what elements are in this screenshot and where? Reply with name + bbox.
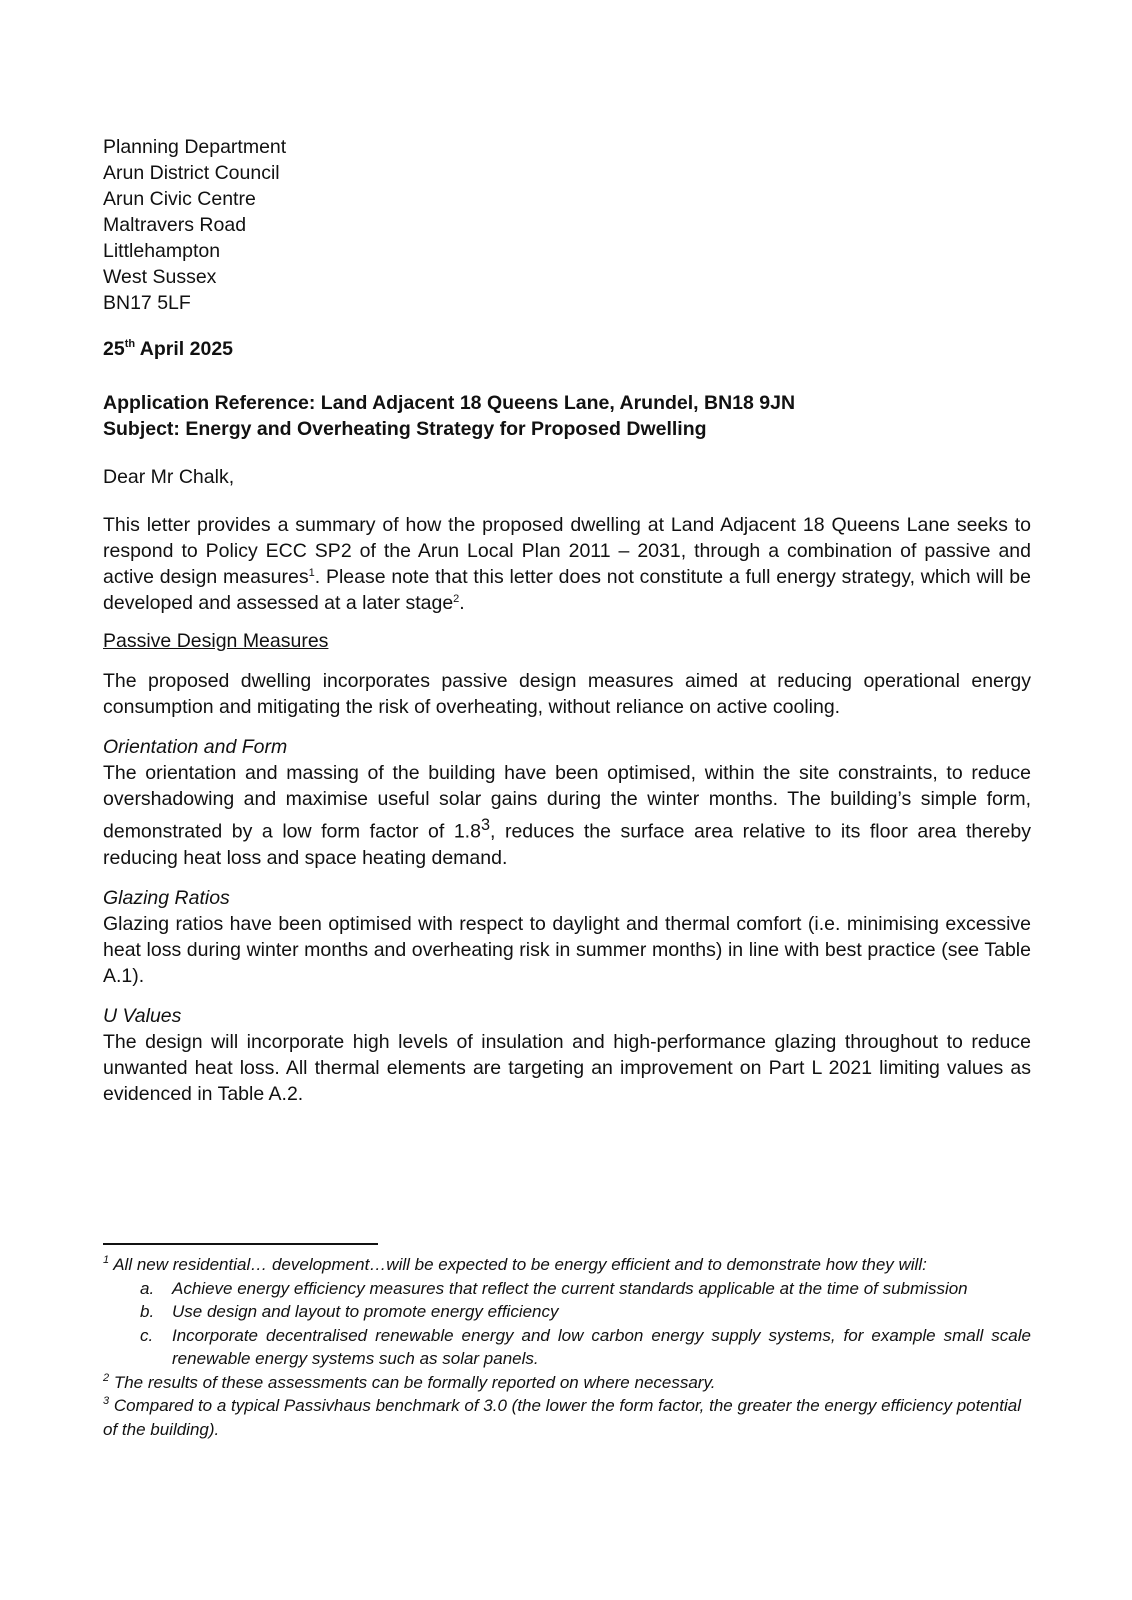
footnote-text: The results of these assessments can be formally reported on where necessary. xyxy=(109,1372,716,1392)
subject-line: Subject: Energy and Overheating Strategy for Proposed Dwelling xyxy=(103,418,707,440)
subheading-orientation: Orientation and Form xyxy=(103,736,288,758)
list-marker: a. xyxy=(140,1278,155,1298)
footnote-1-list xyxy=(103,1277,1031,1371)
intro-text: This letter provides a summary of how the proposed dwelling at Land Adjacent 18 Queens Lane seeks to respond to Policy ECC SP2 of the Arun Local Plan 2011 – 2031, through a combination of passive and active design measures xyxy=(103,514,1031,588)
u-values-paragraph: The design will incorporate high levels of insulation and high-performance glazing throughout to reduce unwanted heat loss. All thermal elements are targeting an improvement on Part L 2021 limiting values as evidenced in Table A.2. xyxy=(103,1030,1031,1105)
list-item-text: Use design and layout to promote energy efficiency xyxy=(172,1302,559,1321)
footnote-list-item xyxy=(140,1300,1031,1324)
footnote-text: All new residential… development…will be expected to be energy efficient and to demonstrate how they will: xyxy=(109,1255,927,1274)
footnote-3 xyxy=(103,1394,1031,1441)
date-day: 25 xyxy=(103,338,125,360)
address-line: Arun District Council xyxy=(103,162,280,184)
reference-block xyxy=(103,390,1031,442)
address-line: Arun Civic Centre xyxy=(103,188,256,210)
orientation-text: The orientation and massing of the building have been optimised, within the site constraints, to reduce overshadowing and maximise useful solar gains during the winter months. The building’s simple form, demonstrated by a low form factor of 1.8 xyxy=(103,762,1031,843)
footnote-ref-1[interactable]: 1 xyxy=(308,567,315,579)
address-line: Planning Department xyxy=(103,136,287,158)
letter-date xyxy=(103,336,1031,362)
date-suffix: th xyxy=(124,338,136,350)
address-line: Maltravers Road xyxy=(103,214,247,236)
subheading-u-values: U Values xyxy=(103,1004,182,1027)
application-reference: Application Reference: Land Adjacent 18 Queens Lane, Arundel, BN18 9JN xyxy=(103,392,796,414)
list-marker: c. xyxy=(140,1325,154,1345)
footnote-list-item xyxy=(140,1324,1031,1371)
address-line: BN17 5LF xyxy=(103,292,191,314)
footnote-number: 3 xyxy=(103,1395,110,1407)
address-line: West Sussex xyxy=(103,266,217,288)
footnote-text: Compared to a typical Passivhaus benchmark of 3.0 (the lower the form factor, the greater the energy efficiency potential of the building). xyxy=(103,1396,1021,1439)
footnote-number: 2 xyxy=(103,1371,110,1384)
glazing-paragraph: Glazing ratios have been optimised with respect to daylight and thermal comfort (i.e. minimising excessive heat loss during winter months and overheating risk in summer months) in line with best practice (see Table A.1). xyxy=(103,912,1031,987)
footnote-list-item xyxy=(140,1277,1031,1301)
list-item-text: Achieve energy efficiency measures that reflect the current standards applicable at the time of submission xyxy=(172,1278,968,1298)
orientation-paragraph xyxy=(103,760,1031,871)
footnote-separator xyxy=(103,1243,378,1245)
address-line: Littlehampton xyxy=(103,240,221,262)
subheading-glazing: Glazing Ratios xyxy=(103,886,230,909)
list-marker: b. xyxy=(140,1302,155,1321)
passive-intro-paragraph: The proposed dwelling incorporates passive design measures aimed at reducing operational energy consumption and mitigating the risk of overheating, without reliance on active cooling. xyxy=(103,670,1031,718)
footnote-number: 1 xyxy=(103,1254,110,1266)
footnote-2 xyxy=(103,1371,1031,1395)
footnote-ref-3[interactable]: 3 xyxy=(480,816,490,834)
footnotes xyxy=(103,1253,1031,1441)
intro-text: . xyxy=(459,592,465,614)
date-rest: April 2025 xyxy=(135,338,234,360)
intro-text: . Please note that this letter does not constitute a full energy strategy, which will be developed and assessed at a later stage xyxy=(103,566,1031,614)
salutation: Dear Mr Chalk, xyxy=(103,466,235,488)
orientation-text: , reduces the surface area relative to its floor area thereby reducing heat loss and space heating demand. xyxy=(103,820,1031,869)
letter-body xyxy=(103,134,1031,1107)
footnote-ref-2[interactable]: 2 xyxy=(453,593,460,605)
recipient-address xyxy=(103,134,1031,316)
list-item-text: Incorporate decentralised renewable energy and low carbon energy supply systems, for example small scale renewable energy systems such as solar panels. xyxy=(172,1325,1031,1368)
section-heading-passive: Passive Design Measures xyxy=(103,630,329,652)
footnote-1 xyxy=(103,1253,1031,1277)
intro-paragraph xyxy=(103,512,1031,616)
